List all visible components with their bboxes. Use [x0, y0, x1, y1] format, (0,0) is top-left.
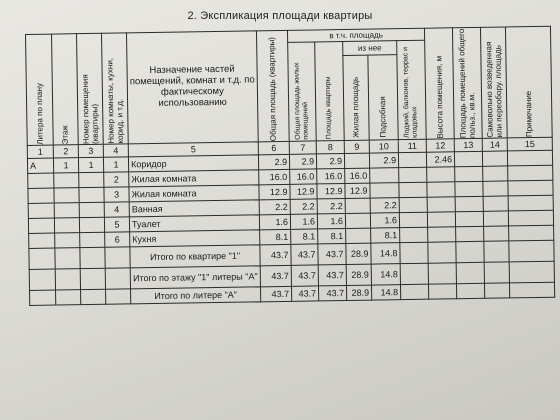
- header-podsobnaya: Подсобная: [368, 55, 398, 140]
- header-lodzhiy: Лоджий, балконов, террас и кладовых: [397, 40, 427, 139]
- header-etazh: Этаж: [52, 34, 79, 145]
- header-litera: Литера по плану: [26, 34, 54, 145]
- column-numbers-row: 1 2 3 4 5 6 7 8 9 10 11 12 13 14 15: [27, 137, 552, 158]
- header-samovolno: Самовольно возведенная или переобору. площадь: [481, 27, 508, 138]
- explication-sheet: [25, 26, 534, 324]
- total-row-etazh: Итого по этажу "1" литеры "А" 43.7 43.7 43.7 28.9 14.8: [29, 261, 554, 290]
- header-zhilaya: Жилая площадь: [343, 55, 369, 140]
- header-nomer-pomeshcheniya: Номер помещения (квартиры): [77, 33, 104, 144]
- table-row: 2 Жилая комната 16.0 16.0 16.0 16.0: [28, 165, 553, 188]
- header-obshch-zhiloy: Общая площадь жилых помещений: [288, 42, 317, 141]
- header-vysota: Высота помещения, м: [425, 28, 455, 139]
- table-row: 6 Кухня 8.1 8.1 8.1 8.1: [29, 225, 554, 248]
- header-ploshchad-obshchego: Площадь помещений общего польз., кв.м.: [453, 27, 483, 138]
- header-iz-nee: из нее: [343, 41, 397, 56]
- header-naznachenie: Назначение частей помещений, комнат и т.д. по фактическому использованию: [126, 31, 258, 144]
- table-row: 5 Туалет 1.6 1.6 1.6 1.6: [28, 210, 553, 233]
- table-row: 4 Ванная 2.2 2.2 2.2 2.2: [28, 195, 553, 218]
- header-v-t-ch: в т.ч. площадь: [287, 28, 424, 42]
- total-row-kvartira: Итого по квартире "1" 43.7 43.7 43.7 28.9 14.8: [29, 240, 554, 269]
- document-title: 2. Экспликация площади квартиры: [187, 10, 373, 22]
- header-obshchaya: Общая площадь (квартиры): [256, 30, 289, 141]
- header-kvartiry: Площадь квартиры: [315, 42, 345, 141]
- table-row: 3 Жилая комната 12.9 12.9 12.9 12.9: [28, 180, 553, 203]
- table-row: А 1 1 1 Коридор 2.9 2.9 2.9 2.9 2.46: [27, 150, 552, 173]
- header-primechanie: Примечание: [506, 26, 553, 138]
- explication-table: [25, 26, 555, 306]
- header-nomer-komnaty: Номер комнаты, кухни, корид. и т.д.: [101, 33, 128, 144]
- total-row-litera: Итого по литере "А" 43.7 43.7 43.7 28.9 14.8: [30, 282, 555, 305]
